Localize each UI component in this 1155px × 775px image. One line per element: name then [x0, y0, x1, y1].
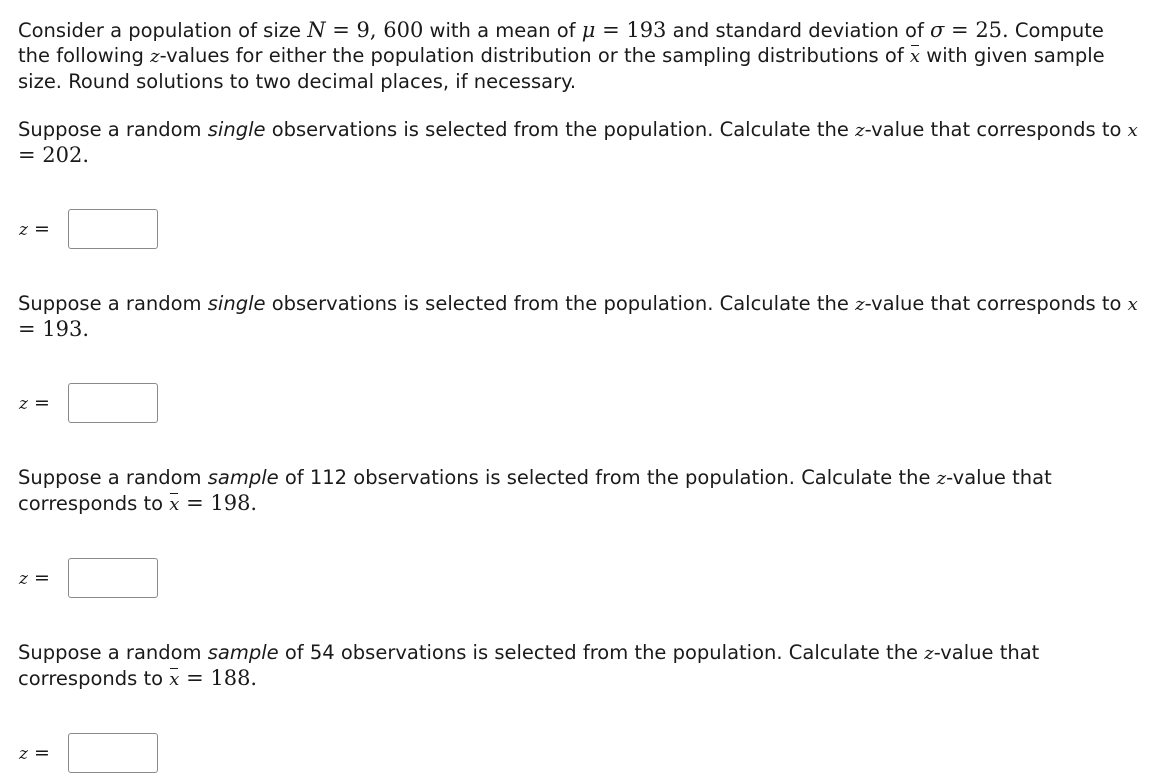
equals-sign: = [27, 218, 50, 240]
question-text [18, 640, 1138, 692]
intro-text: and standard deviation of [666, 19, 931, 42]
question-text-part: -value that corresponds to [18, 641, 1040, 690]
z-symbol: z [19, 394, 28, 414]
question-block [18, 640, 1138, 775]
intro-text: with given sample size. Round solutions to two decimal places, if necessary. [18, 44, 1105, 93]
intro-text: Consider a population of size [18, 19, 308, 42]
question-list [18, 117, 1138, 775]
answer-row [18, 207, 1138, 251]
question-text-part: of 54 observations is selected from the population. Calculate the [278, 641, 925, 664]
population-size-value: = 9, 600 [325, 18, 424, 42]
question-value: = 193. [18, 317, 90, 341]
question-text-part: Suppose a random [18, 118, 208, 141]
intro-text: Compute the following [18, 19, 1104, 67]
question-block [18, 117, 1138, 251]
z-symbol: z [924, 643, 934, 664]
z-symbol: z [855, 294, 865, 315]
question-text-part: Suppose a random [18, 292, 208, 315]
mean-symbol: μ [581, 18, 596, 42]
question-emphasis: single [207, 118, 266, 141]
question-text [18, 117, 1138, 168]
z-symbol: z [19, 569, 28, 589]
z-value-input[interactable] [68, 383, 158, 423]
z-symbol: z [936, 468, 947, 489]
question-text-part: of 112 observations is selected from the population. Calculate the [278, 466, 937, 489]
answer-row [18, 381, 1138, 425]
intro-text: with a mean of [423, 19, 582, 42]
question-value: = 202. [18, 143, 90, 167]
question-block [18, 291, 1138, 425]
mean-value: = 193 [595, 18, 667, 42]
sample-mean-symbol: x [169, 494, 180, 515]
observation-symbol: x [1127, 294, 1138, 315]
equals-sign: = [27, 742, 50, 764]
equals-sign: = [27, 392, 50, 414]
question-emphasis: sample [207, 641, 279, 664]
answer-row [18, 731, 1138, 775]
question-emphasis: sample [207, 466, 279, 489]
question-text [18, 291, 1138, 342]
question-text-part: observations is selected from the population. Calculate the [265, 292, 856, 315]
answer-row [18, 556, 1138, 600]
question-text-part: -value that corresponds to [864, 292, 1128, 315]
intro-text: -values for either the population distribution or the sampling distributions of [159, 44, 910, 67]
std-dev-value: = 25. [944, 18, 1009, 42]
z-symbol: z [855, 120, 865, 141]
z-equals-label [18, 742, 68, 764]
question-text-part: observations is selected from the population. Calculate the [265, 118, 856, 141]
question-text [18, 465, 1138, 517]
z-value-input[interactable] [68, 733, 158, 773]
z-symbol: z [19, 744, 28, 764]
question-emphasis: single [207, 292, 266, 315]
question-text-part: Suppose a random [18, 641, 208, 664]
question-text-part: -value that corresponds to [18, 466, 1052, 515]
sample-mean-symbol: x [909, 46, 921, 67]
z-symbol: z [19, 220, 28, 240]
question-text-part: -value that corresponds to [864, 118, 1128, 141]
question-text-part: Suppose a random [18, 466, 208, 489]
z-value-input[interactable] [68, 209, 158, 249]
z-symbol: z [150, 46, 160, 67]
z-equals-label [18, 392, 68, 414]
problem-page [18, 18, 1138, 775]
observation-symbol: x [1127, 120, 1138, 141]
population-size-symbol: N [307, 18, 326, 42]
equals-sign: = [27, 567, 50, 589]
sample-mean-symbol: x [169, 669, 180, 690]
problem-intro [18, 18, 1138, 94]
z-equals-label [18, 567, 68, 589]
question-value: = 188. [179, 666, 258, 690]
z-value-input[interactable] [68, 558, 158, 598]
std-dev-symbol: σ [930, 18, 945, 42]
question-value: = 198. [179, 491, 258, 515]
question-block [18, 465, 1138, 600]
z-equals-label [18, 218, 68, 240]
